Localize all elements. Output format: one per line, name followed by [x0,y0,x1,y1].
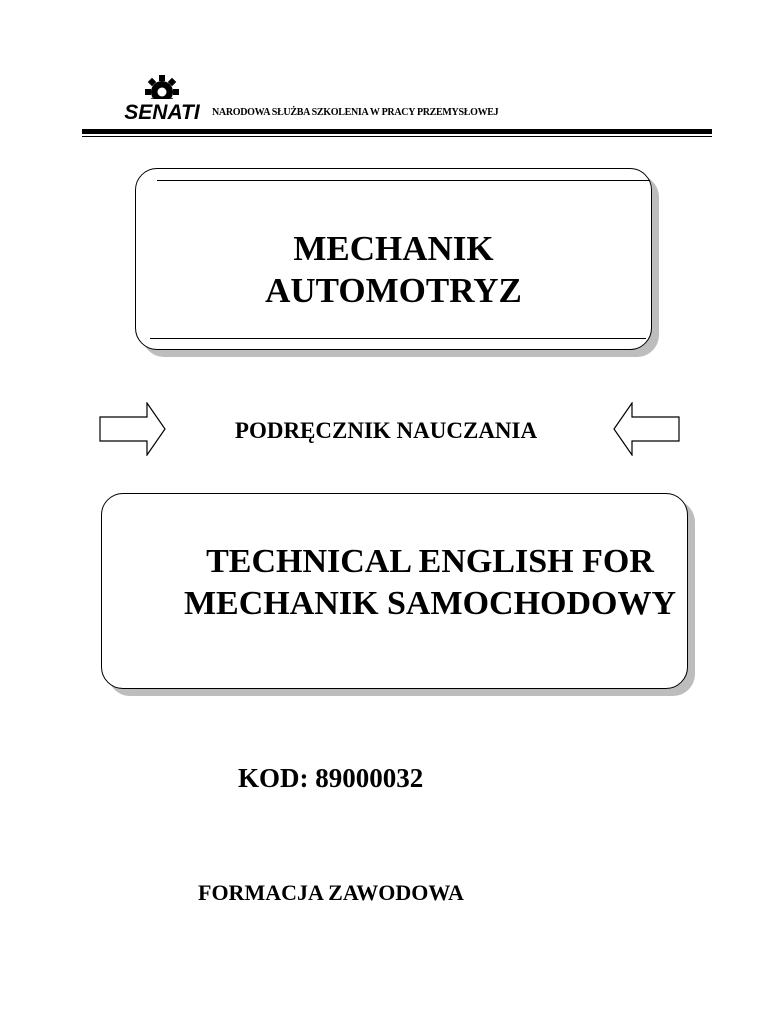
header-rule-thin [82,136,712,137]
program-title-line1: MECHANIK [293,229,494,268]
senati-logo [122,72,202,124]
course-title-line2: MECHANIK SAMOCHODOWY [183,585,677,622]
footer-label: FORMACJA ZAWODOWA [198,880,464,905]
course-title-line1: TECHNICAL ENGLISH FOR [206,543,654,580]
program-title-line2: AUTOMOTRYZ [265,271,522,310]
program-box-inner-line [157,180,650,181]
manual-label: PODRĘCZNIK NAUCZANIA [234,418,538,443]
organization-name: NARODOWA SŁUŻBA SZKOLENIA W PRACY PRZEMYSŁOWEJ [212,107,499,118]
header-rule [82,129,712,134]
arrow-right-icon [99,402,167,456]
arrow-left-icon [612,402,680,456]
logo-text: SENATI [124,101,200,124]
program-box-inner-line [150,338,646,339]
course-code: KOD: 89000032 [238,763,424,793]
